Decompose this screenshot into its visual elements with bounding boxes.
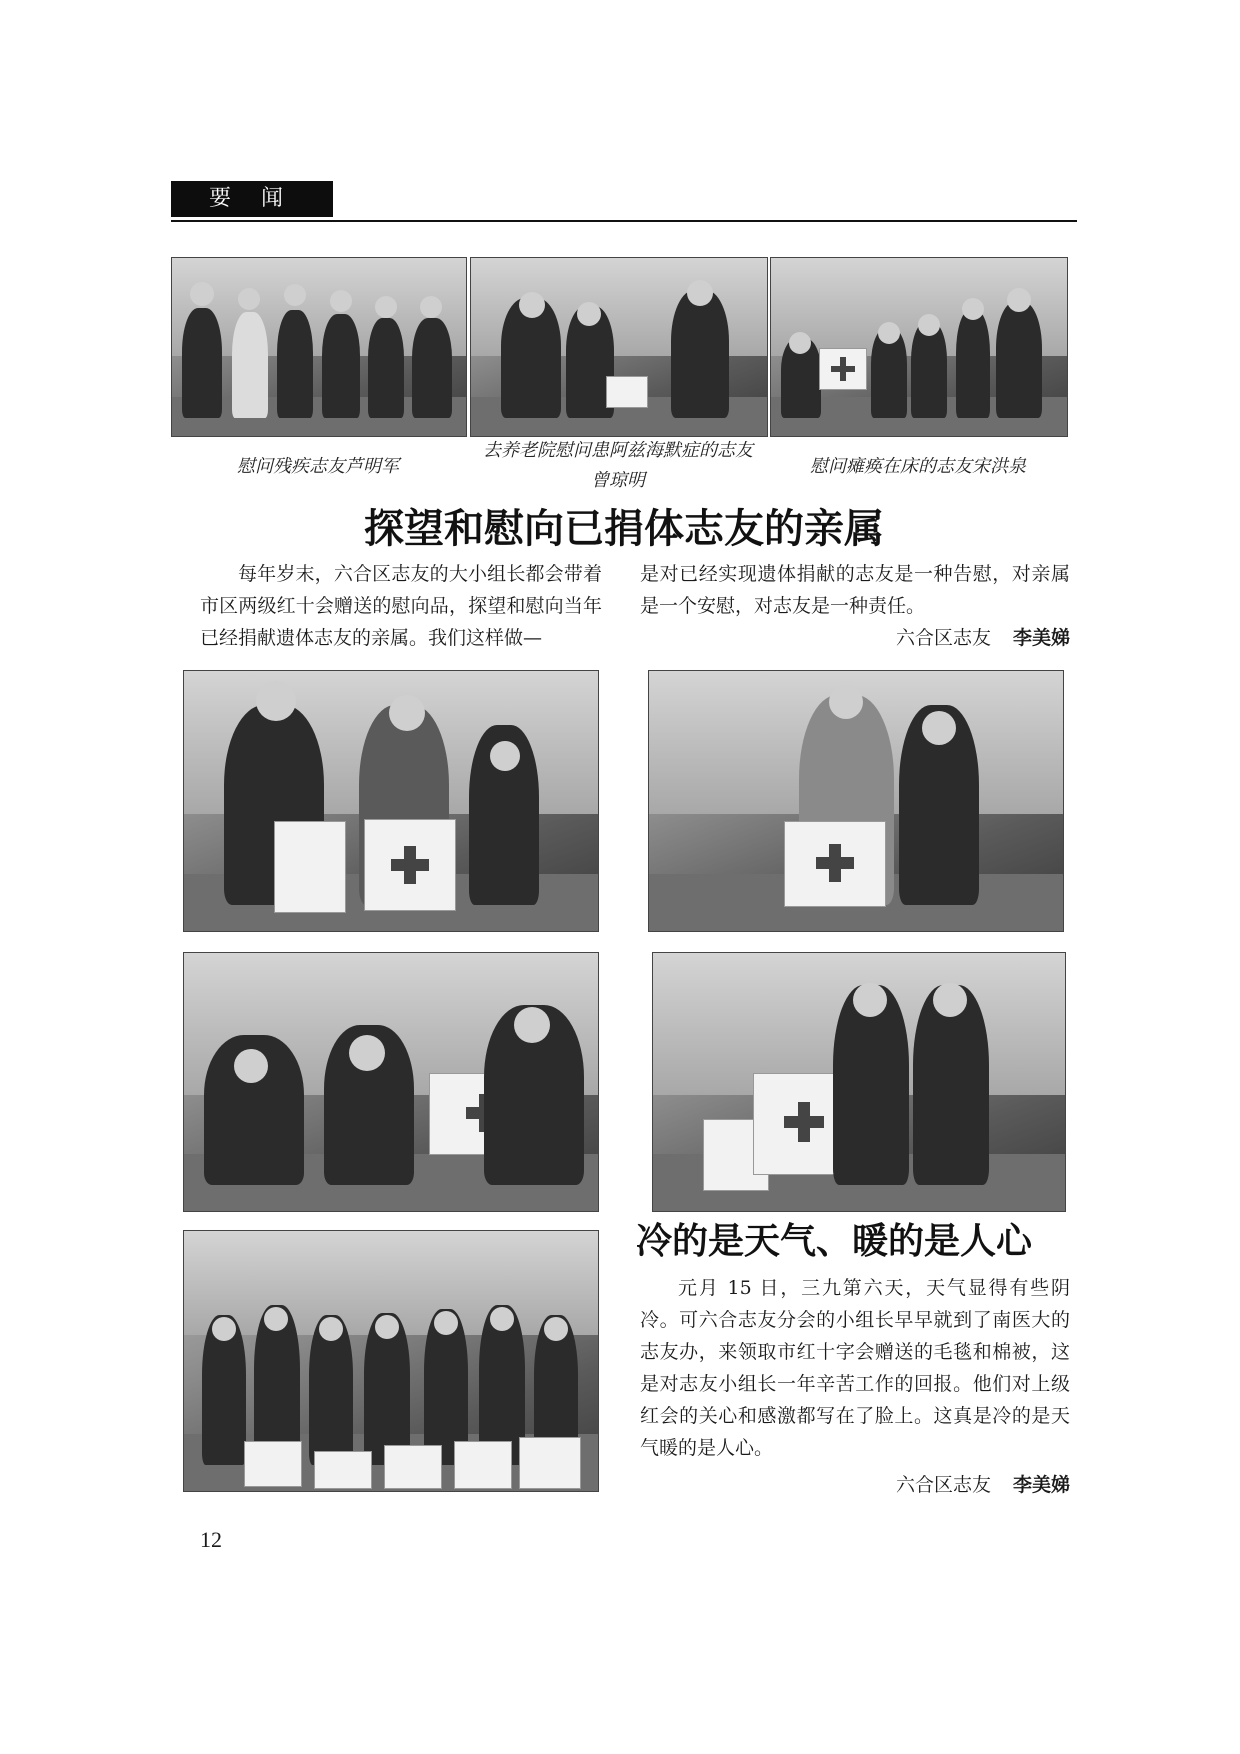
section-tab: 要闻 bbox=[171, 181, 333, 217]
caption-top-2: 去养老院慰问患阿兹海默症的志友曾琼明 bbox=[483, 440, 753, 491]
byline-name: 李美娣 bbox=[1012, 627, 1070, 649]
caption-top-1: 慰问残疾志友芦明军 bbox=[237, 456, 399, 477]
header-rule bbox=[171, 220, 1077, 222]
byline-org: 六合区志友 bbox=[895, 1474, 991, 1496]
article2-byline bbox=[640, 1469, 1070, 1501]
photo-mid-2 bbox=[648, 670, 1064, 932]
photo-top-1 bbox=[171, 257, 467, 437]
article1-col1: 每年岁末，六合区志友的大小组长都会带着市区两级红十会赠送的慰向品，探望和慰向当年已经捐献遗体志友的亲属。我们这样做— bbox=[200, 563, 602, 649]
byline-org: 六合区志友 bbox=[895, 627, 991, 649]
article1-col2: 是对已经实现遗体捐献的志友是一种告慰，对亲属是一个安慰，对志友是一种责任。 bbox=[640, 563, 1070, 617]
photo-top-3 bbox=[770, 257, 1068, 437]
article1-byline bbox=[640, 622, 1070, 654]
article2-title: 冷的是天气、暖的是人心 bbox=[636, 1221, 1033, 1262]
byline-name: 李美娣 bbox=[1012, 1474, 1070, 1496]
photo-top-2 bbox=[470, 257, 768, 437]
photo-mid-4 bbox=[652, 952, 1066, 1212]
photo-bottom bbox=[183, 1230, 599, 1492]
page-number: 12 bbox=[200, 1527, 222, 1552]
article2-body: 元月 15 日，三九第六天，天气显得有些阴冷。可六合志友分会的小组长早早就到了南医大的志友办，来领取市红十字会赠送的毛毯和棉被，这是对志友小组长一年辛苦工作的回报。他们对上级红会的关心和感激都写在了脸上。这真是冷的是天气暖的是人心。 bbox=[640, 1277, 1070, 1459]
photo-mid-3 bbox=[183, 952, 599, 1212]
caption-top-3: 慰问瘫痪在床的志友宋洪泉 bbox=[810, 456, 1026, 477]
article1-title: 探望和慰向已捐体志友的亲属 bbox=[364, 506, 884, 552]
photo-mid-1 bbox=[183, 670, 599, 932]
